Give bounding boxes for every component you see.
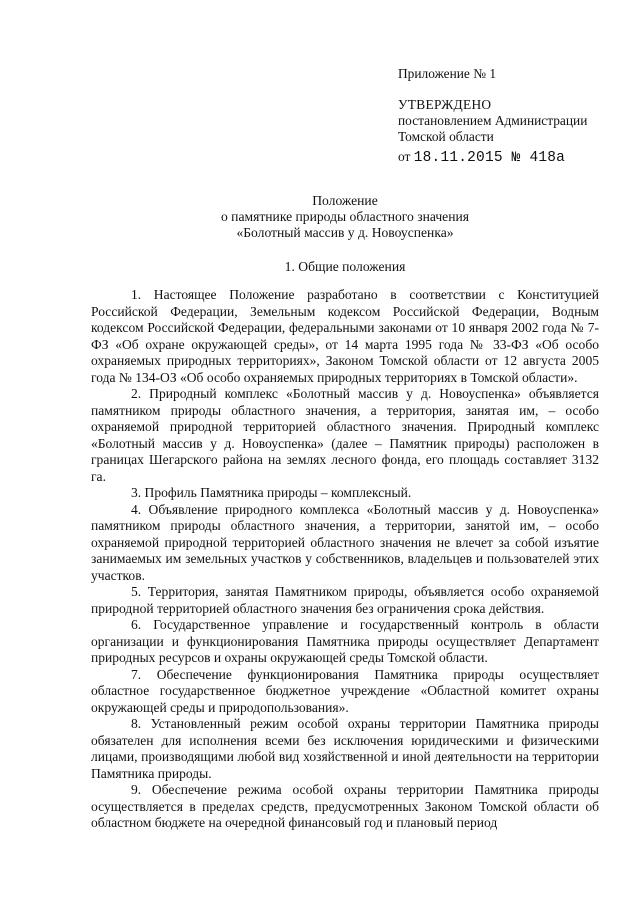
paragraph-4: 4. Объявление природного комплекса «Болотный массив у д. Новоуспенка» памятником природы областного значения, а территории, занятой им, – особо охраняемой природной территорией областного значения не влечет за собой изъятие занимаемых им земельных участков у собственников, владельцев и пользователей этих участков. [91,501,599,583]
heading-line-2: о памятнике природы областного значения [220,209,470,224]
annex-label: Приложение № 1 [398,66,497,81]
approval-block [398,66,628,166]
paragraph-8: 8. Установленный режим особой охраны территории Памятника природы обязателен для исполнения всеми без исключения юридическими и физическими лицами, производящими любой вид хозяйственной и иной деятельности на территории Памятника природы. [91,716,599,781]
section-title: 1. Общие положения [284,259,406,274]
approval-date-line [398,149,628,166]
approval-authority-line-2: Томской области [398,129,494,144]
approved-stamp: УТВЕРЖДЕНО [398,97,492,112]
paragraph-5: 5. Территория, занятая Памятником природы, объявляется особо охраняемой природной территорией областного значения без ограничения срока действия. [91,584,599,616]
heading-line-3: «Болотный массив у д. Новоуспенка» [236,225,454,240]
paragraph-7: 7. Обеспечение функционирования Памятника природы осуществляет областное государственное бюджетное учреждение «Областной комитет охраны окружающей среды и природопользования». [91,666,599,715]
document-heading [90,193,600,241]
paragraph-6: 6. Государственное управление и государственный контроль в области организации и функционирования Памятника природы осуществляет Департамент природных ресурсов и охраны окружающей среды Томской области. [91,617,599,665]
paragraph-1: 1. Настоящее Положение разработано в соответствии с Конституцией Российской Федерации, Земельным кодексом Российской Федерации, Водным кодексом Российской Федерации, федеральными законами от 10 января 2002 года № 7-ФЗ «Об охране окружающей среды», от 14 марта 1995 года № 33-ФЗ «Об особо охраняемых природных территориях», Законом Томской области от 12 августа 2005 года № 134-ОЗ «Об особо охраняемых природных территориях в Томской области». [91,287,599,385]
paragraph-2: 2. Природный комплекс «Болотный массив у д. Новоуспенка» объявляется памятником природы областного значения, а территория, занятая им, – особо охраняемой природной территорией областного значения. Природный комплекс «Болотный массив у д. Новоуспенка» (далее – Памятник природы) расположен в границах Шегарского района на землях лесного фонда, его площадь составляет 3132 га. [91,386,599,484]
date-prefix: от [398,149,411,164]
paragraph-3: 3. Профиль Памятника природы – комплексный. [131,485,412,500]
heading-line-1: Положение [312,193,378,208]
document-body [91,287,599,832]
approval-authority-line-1: постановлением Администрации [398,113,588,128]
date-value: 18.11.2015 № 418а [413,150,566,166]
paragraph-9: 9. Обеспечение режима особой охраны территории Памятника природы осуществляется в пределах средств, предусмотренных Законом Томской области об областном бюджете на очередной финансовый год и плановый период [91,782,599,830]
